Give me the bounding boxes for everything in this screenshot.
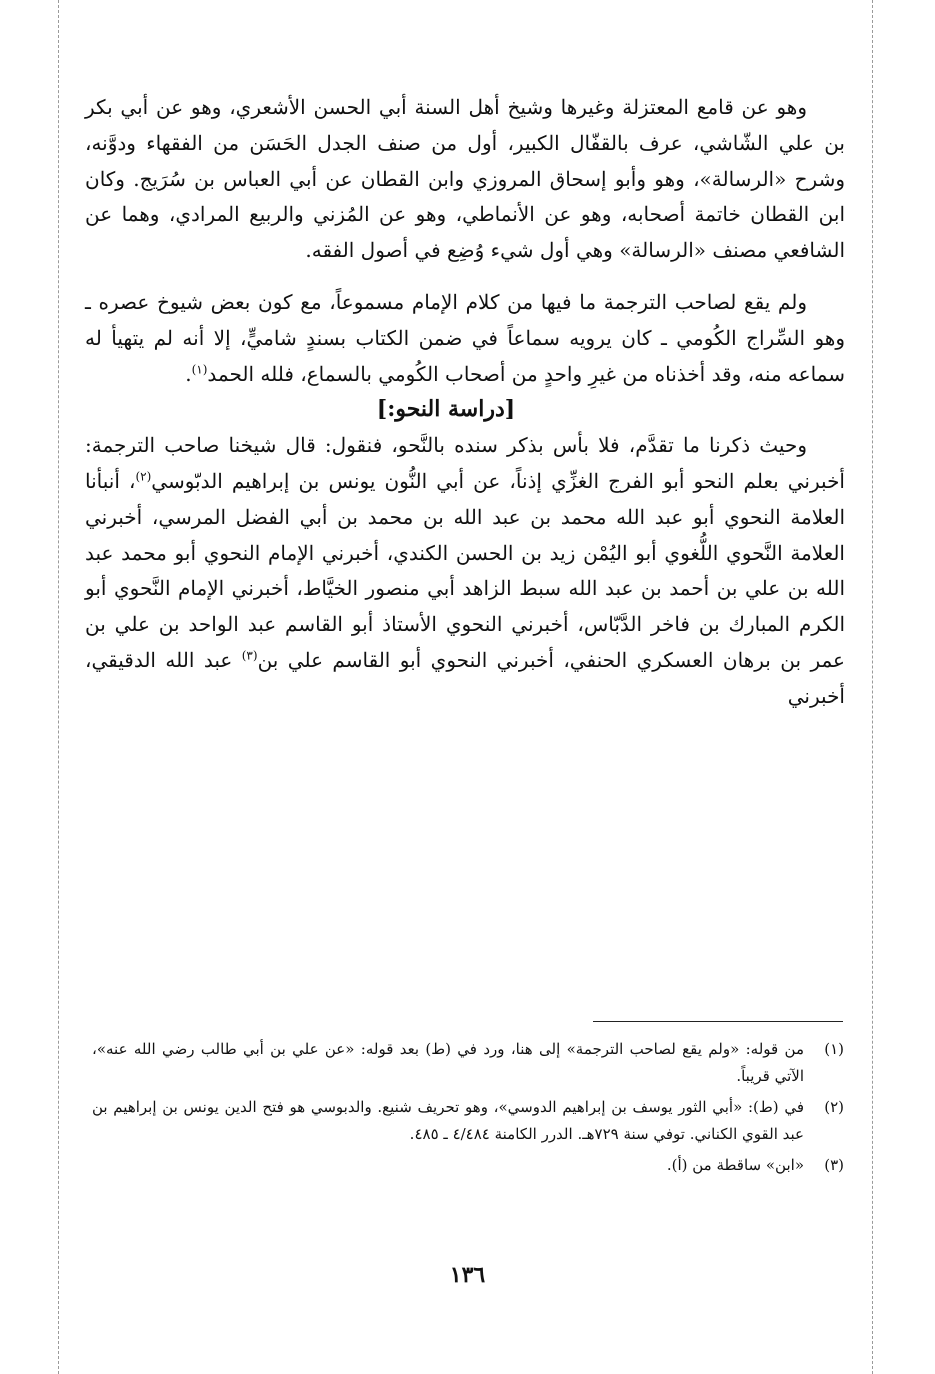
paragraph-3: [85, 428, 845, 714]
paragraph-2-text: ولم يقع لصاحب الترجمة ما فيها من كلام الإمام مسموعاً، مع كون بعض شيوخ عصره ـ وهو السِّراج الكُومي ـ كان يرويه سماعاً في ضمن الكتاب بسندٍ شاميٍّ، إلا أنه لم يتهيأ له سماعه منه، وقد أخذناه من غيرِ واحدٍ من أصحاب الكُومي بالسماع، فلله الحمد: [85, 289, 845, 386]
paragraph-2-end: .: [185, 361, 192, 386]
footnotes: [92, 1036, 844, 1183]
footnote-1: [92, 1036, 844, 1090]
footnote-text: «ابن» ساقطة من (أ).: [666, 1156, 804, 1174]
margin-guide-left: [58, 0, 59, 1374]
footnote-number: (٣): [824, 1156, 844, 1174]
footnote-separator: [593, 1021, 843, 1022]
footnote-3: [92, 1152, 844, 1179]
footnote-ref-1: (١): [191, 361, 208, 376]
footnote-number: (١): [824, 1040, 844, 1058]
footnote-ref-3: (٣): [241, 648, 258, 663]
section-heading: [دراسة النحو:]: [376, 396, 516, 423]
footnote-2: [92, 1094, 844, 1148]
main-text: [85, 90, 845, 715]
paragraph-2: [85, 285, 845, 392]
paragraph-3-text-c: عبد الله الدقيقي، أخبرني: [85, 647, 845, 708]
paragraph-1: وهو عن قامع المعتزلة وغيرها وشيخ أهل السنة أبي الحسن الأشعري، وهو عن أبي بكر بن علي الشّاشي، عرف بالقفّال الكبير، أول من صنف الجدل الحَسَن من الفقهاء ودوَّنه، وشرح «الرسالة»، وهو وأبو إسحاق المروزي وابن القطان عن أبي العباس بن سُرَيج. وكان ابن القطان خاتمة أصحابه، وهو عن الأنماطي، وهو عن المُزني والربيع المرادي، وهما عن الشافعي مصنف «الرسالة» وهي أول شيء وُضِع في أصول الفقه.: [85, 95, 846, 263]
footnote-text: في (ط): «أبي الثور يوسف بن إبراهيم الدوسي»، وهو تحريف شنيع. والدبوسي هو فتح الدين يونس بن إبراهيم بن عبد القوي الكناني. توفي سنة ٧٢٩هـ. الدرر الكامنة ٤/٤٨٤ ـ ٤٨٥.: [92, 1098, 804, 1143]
paragraph-3-text-b: ، أنبأنا العلامة النحوي أبو عبد الله محمد بن عبد الله بن محمد بن أبي الفضل المرسي، أخبرني العلامة النَّحوي اللُّغوي أبو اليُمْن زيد بن الحسن الكندي، أخبرني الإمام النحوي أبو محمد عبد الله بن علي بن أحمد بن عبد الله سبط الزاهد أبي منصور الخيَّاط، أخبرني الإمام النَّحوي أبو الكرم المبارك بن فاخر الدَّبّاس، أخبرني النحوي الأستاذ أبو القاسم عبد الواحد بن علي بن عمر بن برهان العسكري الحنفي، أخبرني النحوي أبو القاسم علي بن: [85, 468, 845, 672]
footnote-text: من قوله: «ولم يقع لصاحب الترجمة» إلى هنا، ورد في (ط) بعد قوله: «عن علي بن أبي طالب رضي الله عنه»، الآتي قريباً.: [92, 1040, 804, 1085]
footnote-number: (٢): [824, 1098, 844, 1116]
page-number: ١٣٦: [449, 1262, 486, 1288]
margin-guide-right: [872, 0, 873, 1374]
paragraph-3-text-a: وحيث ذكرنا ما تقدَّم، فلا بأس بذكر سنده بالنَّحو، فنقول: قال شيخنا صاحب الترجمة: أخبرني بعلم النحو أبو الفرج الغزِّي إذناً، عن أبي النُّون يونس بن إبراهيم الدبّوسي: [85, 433, 845, 493]
footnote-ref-2: (٢): [135, 469, 152, 484]
